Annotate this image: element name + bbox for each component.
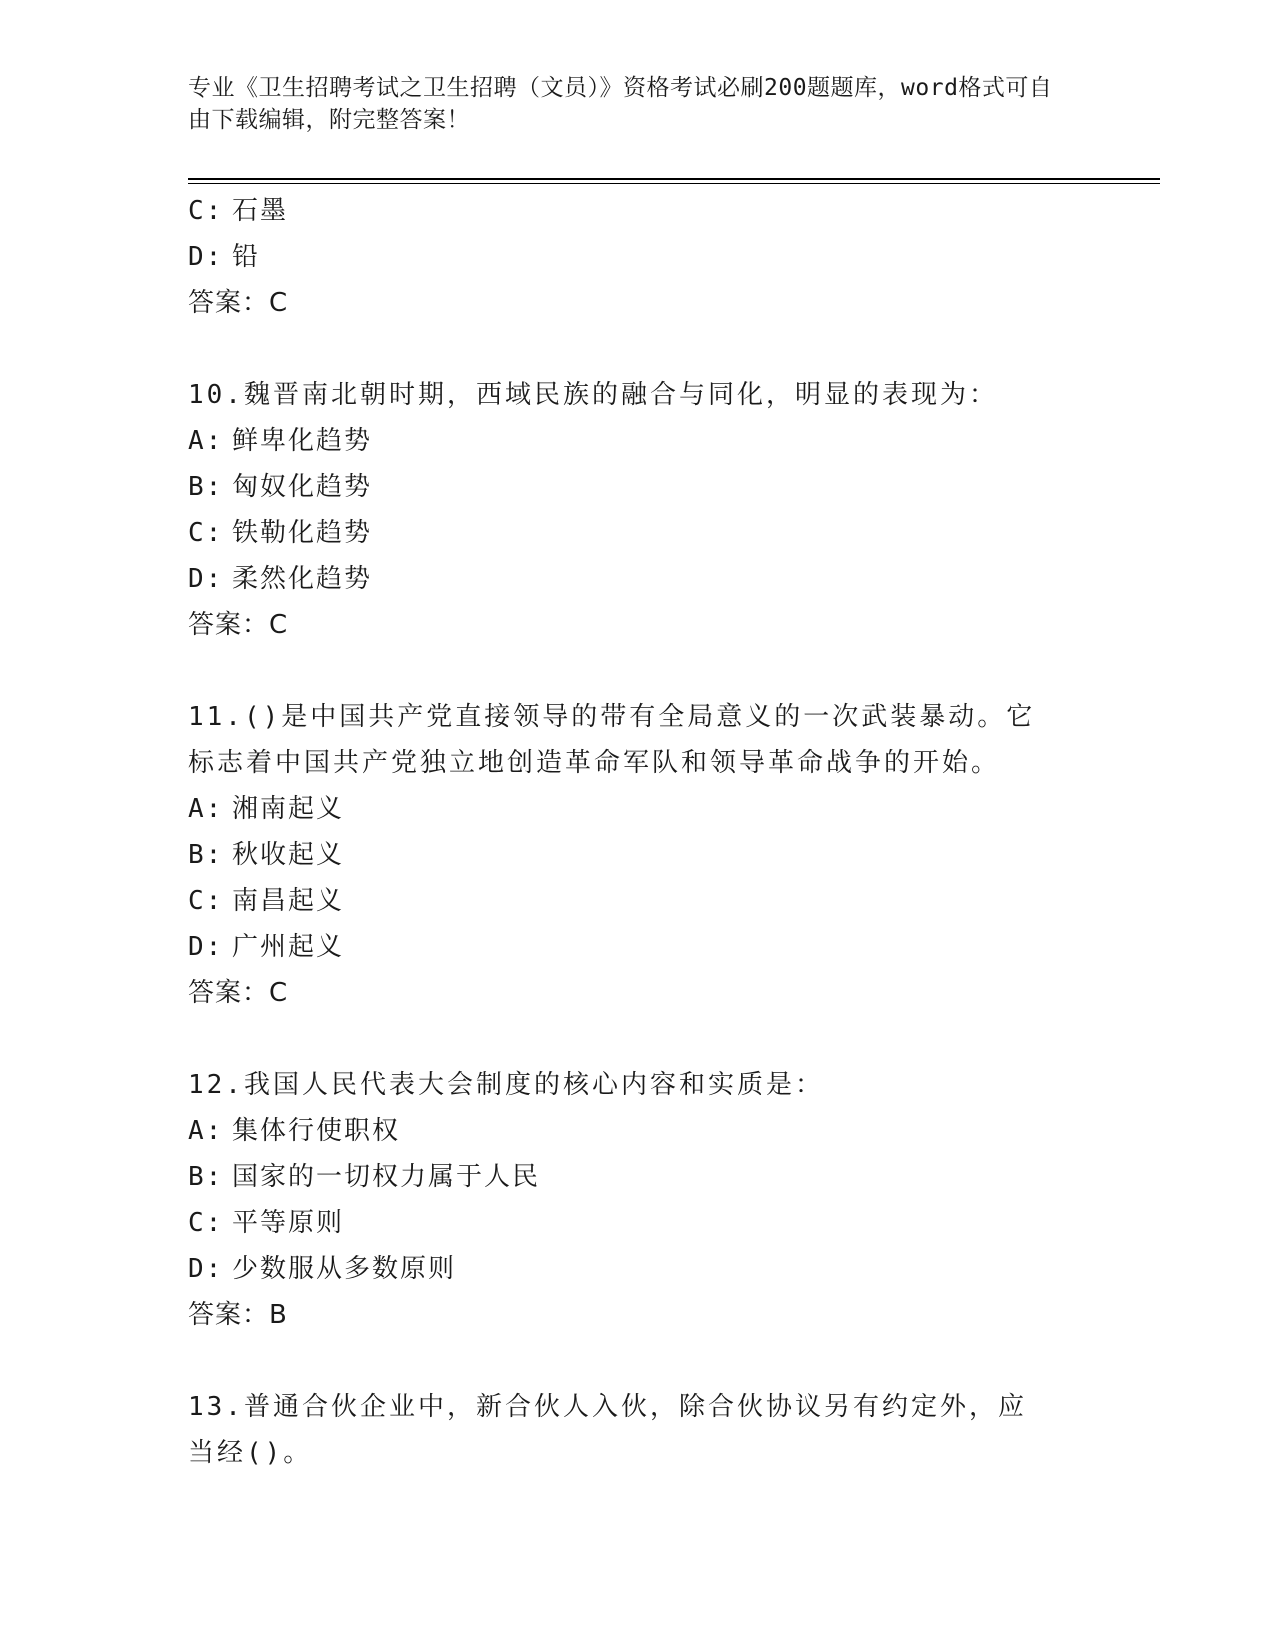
option-c: [188, 878, 1088, 924]
option-d: [188, 924, 1088, 970]
option-b: [188, 464, 1088, 510]
option-text: 平等原则: [232, 1208, 345, 1238]
option-key: D:: [188, 1254, 224, 1284]
question-stem: 12.我国人民代表大会制度的核心内容和实质是：: [188, 1070, 824, 1100]
option-key: B:: [188, 472, 224, 502]
answer-label: 答案：: [188, 610, 270, 640]
page-header: 专业《卫生招聘考试之卫生招聘（文员）》资格考试必刷200题题库，word格式可自由下载编辑，附完整答案！: [188, 75, 1053, 133]
option-text: 柔然化趋势: [232, 564, 373, 594]
option-text: 湘南起义: [232, 794, 345, 824]
header-divider: [188, 178, 1160, 180]
option-key: D:: [188, 564, 224, 594]
option-text: 国家的一切权力属于人民: [232, 1162, 541, 1192]
answer-value: B: [269, 1300, 288, 1330]
answer-value: C: [269, 610, 289, 640]
answer-value: C: [269, 978, 289, 1008]
option-a: [188, 1108, 1088, 1154]
answer-label: 答案：: [188, 288, 270, 318]
option-key: C:: [188, 1208, 224, 1238]
option-b: [188, 1154, 1088, 1200]
question-stem: 13.普通合伙企业中，新合伙人入伙，除合伙协议另有约定外，应当经()。: [188, 1392, 1027, 1468]
question-stem: 11.()是中国共产党直接领导的带有全局意义的一次武装暴动。它标志着中国共产党独立地创造革命军队和领导革命战争的开始。: [188, 702, 1036, 778]
option-text: 少数服从多数原则: [232, 1254, 457, 1284]
option-a: [188, 786, 1088, 832]
option-c: [188, 510, 1088, 556]
answer-label: 答案：: [188, 1300, 270, 1330]
option-text: 铁勒化趋势: [232, 518, 373, 548]
option-text: 南昌起义: [232, 886, 345, 916]
option-key: C:: [188, 886, 224, 916]
option-d: [188, 1246, 1088, 1292]
option-d: [188, 234, 1088, 280]
question-list: [188, 188, 1088, 1476]
option-d: [188, 556, 1088, 602]
question-stem: 10.魏晋南北朝时期，西域民族的融合与同化，明显的表现为：: [188, 380, 998, 410]
option-key: B:: [188, 840, 224, 870]
option-key: C:: [188, 518, 224, 548]
option-key: A:: [188, 1116, 224, 1146]
answer-line: [188, 1292, 1088, 1338]
option-key: A:: [188, 426, 224, 456]
option-b: [188, 832, 1088, 878]
answer-label: 答案：: [188, 978, 270, 1008]
header-divider-thin: [188, 183, 1160, 184]
option-text: 秋收起义: [232, 840, 345, 870]
option-text: 集体行使职权: [232, 1116, 401, 1146]
option-key: C:: [188, 196, 224, 226]
option-c: [188, 1200, 1088, 1246]
option-key: B:: [188, 1162, 224, 1192]
option-text: 石墨: [232, 196, 289, 226]
answer-line: [188, 280, 1088, 326]
answer-value: C: [269, 288, 289, 318]
answer-line: [188, 602, 1088, 648]
option-text: 匈奴化趋势: [232, 472, 373, 502]
option-key: D:: [188, 242, 224, 272]
option-key: A:: [188, 794, 224, 824]
option-text: 鲜卑化趋势: [232, 426, 373, 456]
option-c: [188, 188, 1088, 234]
option-key: D:: [188, 932, 224, 962]
option-text: 铅: [232, 242, 261, 272]
answer-line: [188, 970, 1088, 1016]
option-a: [188, 418, 1088, 464]
option-text: 广州起义: [232, 932, 345, 962]
